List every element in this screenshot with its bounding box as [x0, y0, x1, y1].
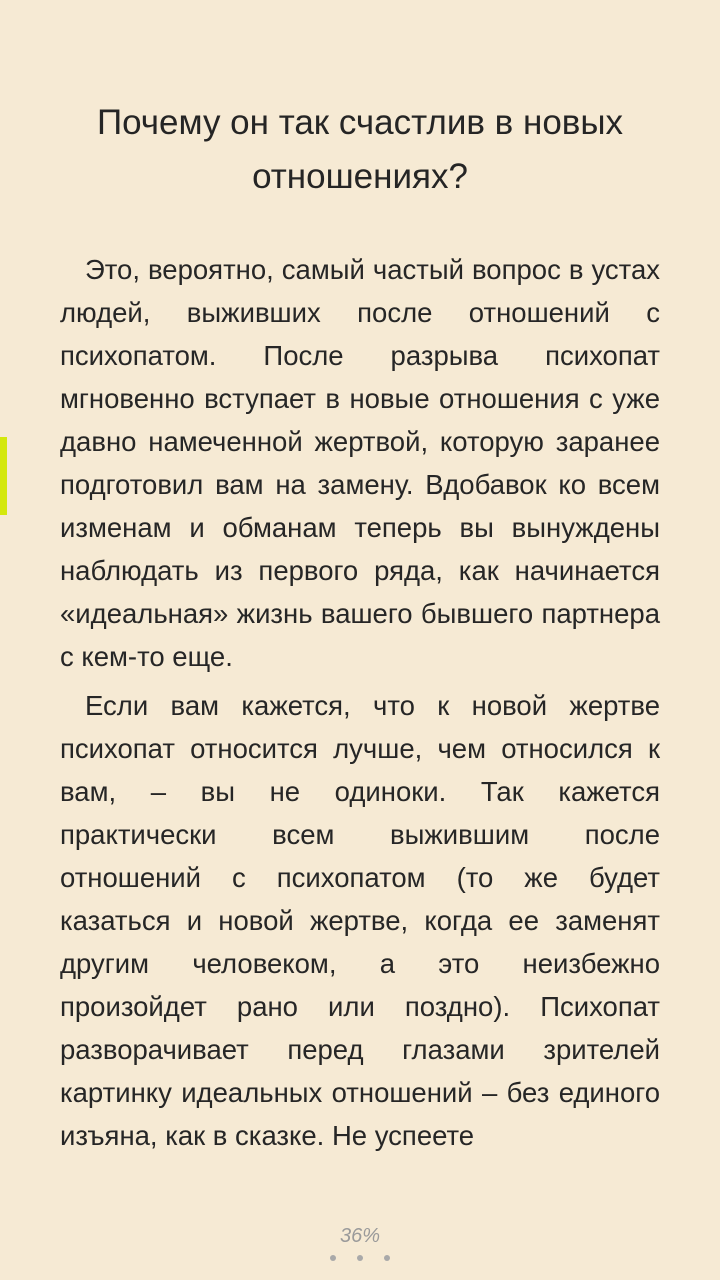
paragraph-2: Если вам кажется, что к новой жертве психопат относится лучше, чем относился к вам, – вы не одиноки. Так кажется практически всем выжившим после отношений с психопатом (то же будет казаться и новой жертве, когда ее заменят другим человеком, а это неизбежно произойдет рано или поздно). Психопат разворачивает перед глазами зрителей картинку идеальных отношений – без единого изъяна, как в сказке. Не успеете — [60, 690, 660, 1151]
paragraph-1: Это, вероятно, самый частый вопрос в устах людей, выживших после отношений с психопатом. После разрыва психопат мгновенно вступает в новые отношения с уже давно намеченной жертвой, которую заранее подготовил вам на замену. Вдобавок ко всем изменам и обманам теперь вы вынуждены наблюдать из первого ряда, как начинается «идеальная» жизнь вашего бывшего партнера с кем-то еще. — [60, 254, 660, 672]
chapter-title: Почему он так счастлив в новых отношениях? — [96, 103, 624, 196]
bookmark-marker[interactable] — [0, 437, 7, 515]
page-dot-icon — [384, 1255, 390, 1261]
reading-progress-label: 36% — [339, 1225, 381, 1247]
page-dot-icon — [357, 1255, 363, 1261]
page-dot-icon — [330, 1255, 336, 1261]
chapter-body — [60, 248, 660, 1163]
page-indicator — [0, 1255, 720, 1261]
